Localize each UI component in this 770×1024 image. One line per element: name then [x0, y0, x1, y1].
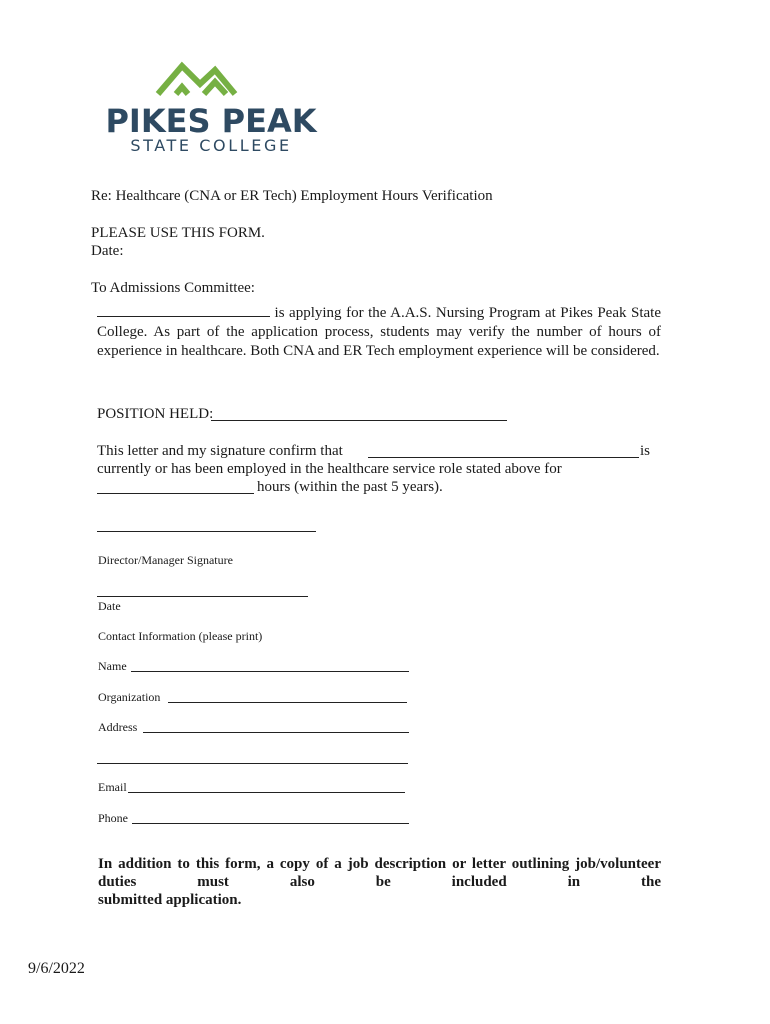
employee-name-blank[interactable] [368, 457, 639, 458]
intro-text: is applying for the A.A.S. Nursing Program at Pikes Peak State College. As part of the application process, students may verify the number of hours of experience in healthcare. Both CNA and ER Tech employment experience will be considered. [97, 305, 662, 359]
position-held-blank[interactable] [211, 420, 507, 421]
signature-label: Director/Manager Signature [98, 553, 233, 567]
name-label: Name [98, 659, 127, 673]
address-field-line-2[interactable] [97, 763, 408, 764]
college-logo [94, 52, 328, 154]
name-field-line[interactable] [131, 671, 409, 672]
date-label: Date: [91, 243, 124, 259]
applicant-name-blank[interactable] [97, 303, 270, 317]
organization-field-line[interactable] [168, 702, 407, 703]
confirm-text-1: This letter and my signature confirm that [97, 443, 343, 459]
confirm-text-3: currently or has been employed in the healthcare service role stated above for [97, 461, 562, 477]
attachment-note-line-1: In addition to this form, a copy of a job description or letter outlining job/volunteer duties must also be included in the [98, 856, 661, 890]
position-label: POSITION HELD: [97, 406, 214, 422]
address-label: Address [98, 720, 138, 734]
logo-line-1: PIKES PEAK [105, 102, 317, 140]
signature-date-line[interactable] [97, 596, 308, 597]
logo-line-2: STATE COLLEGE [130, 136, 292, 154]
hours-blank[interactable] [97, 493, 254, 494]
email-field-line[interactable] [128, 792, 405, 793]
email-label: Email [98, 780, 127, 794]
attachment-note [98, 855, 661, 891]
instruction-text: PLEASE USE THIS FORM. [91, 225, 265, 241]
signature-date-label: Date [98, 599, 121, 613]
phone-field-line[interactable] [132, 823, 409, 824]
mountain-logo-icon [94, 52, 328, 154]
phone-label: Phone [98, 811, 128, 825]
organization-label: Organization [98, 690, 161, 704]
footer-date: 9/6/2022 [28, 960, 85, 977]
signature-line[interactable] [97, 531, 316, 532]
contact-heading: Contact Information (please print) [98, 629, 263, 643]
subject-line: Re: Healthcare (CNA or ER Tech) Employment Hours Verification [91, 188, 493, 204]
confirm-text-4: hours (within the past 5 years). [257, 479, 443, 495]
address-field-line[interactable] [143, 732, 409, 733]
attachment-note-line-2: submitted application. [98, 892, 242, 908]
salutation: To Admissions Committee: [91, 280, 255, 296]
intro-paragraph [97, 303, 661, 361]
confirm-text-2: is [640, 443, 651, 459]
